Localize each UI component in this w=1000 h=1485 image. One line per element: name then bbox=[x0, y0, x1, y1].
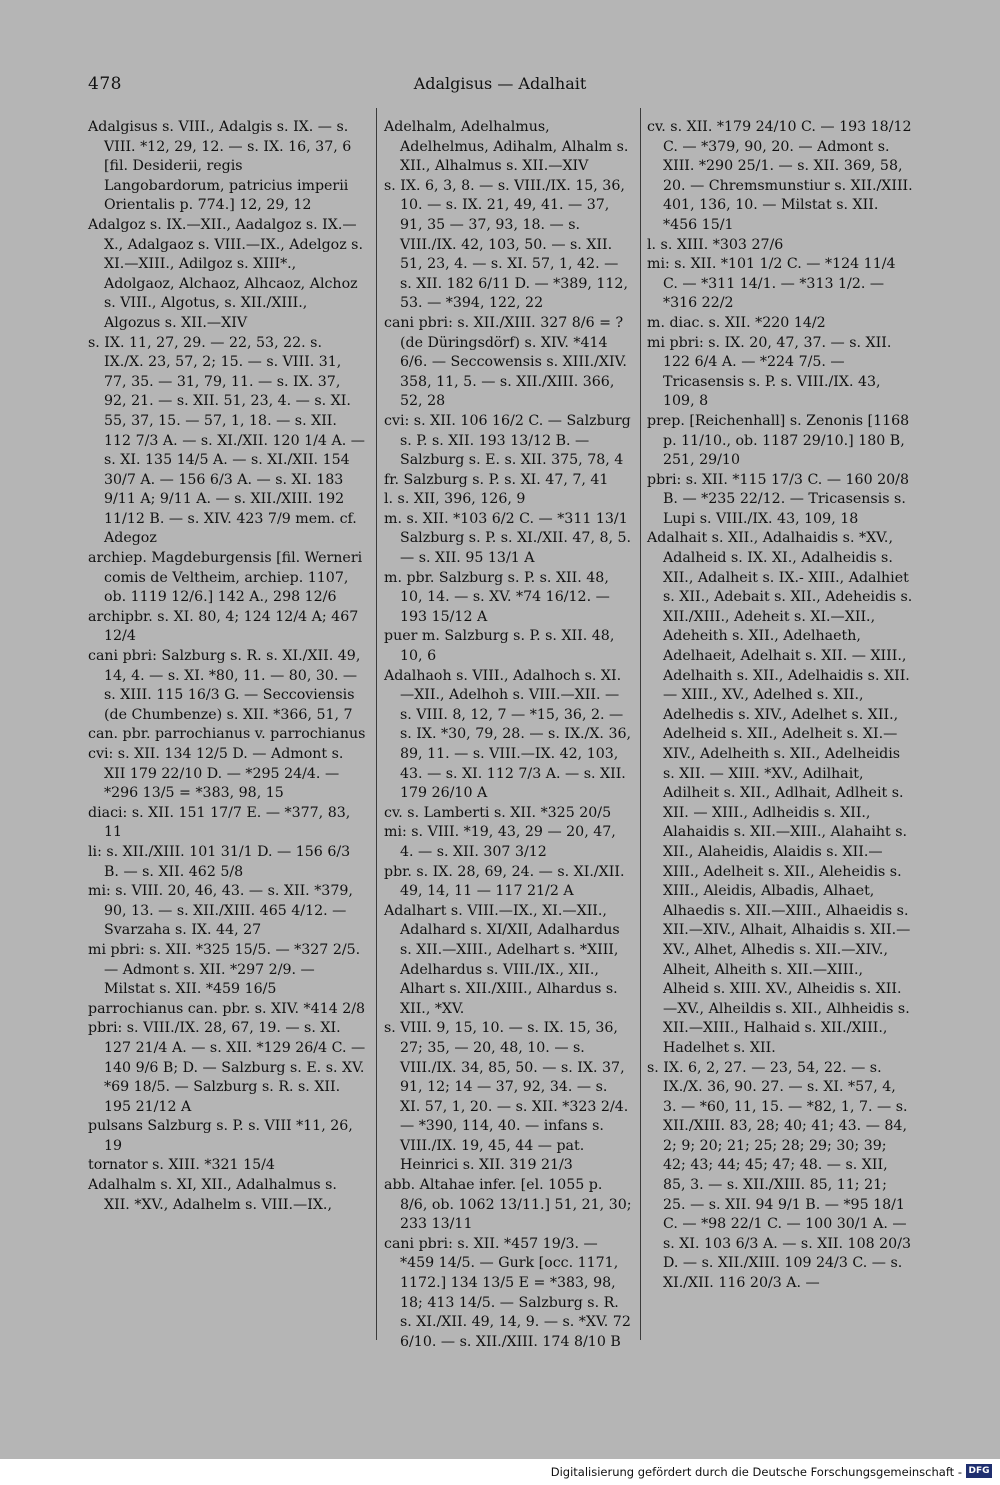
register-entry: Adalhalm s. XI, XII., Adalhalmus s. XII. *XV., Adalhelm s. VIII.—IX., bbox=[88, 1177, 342, 1213]
register-entry: Adalgisus s. VIII., Adalgis s. IX. — s. VIII. *12, 29, 12. — s. IX. 16, 37, 6 [fil. Desiderii, regis Langobardorum, patricius imperii Orientalis p. 774.] 12, 29, 12 bbox=[88, 119, 356, 214]
register-entry: puer m. Salzburg s. P. s. XII. 48, 10, 6 bbox=[384, 628, 619, 665]
register-entry: Adalhart s. VIII.—IX., XI.—XII., Adalhard s. XI/XII, Adalhardus s. XII.—XIII., Adelhart s. *XIII, Adelhardus s. VIII./IX., XII., Alhart s. XII./XIII., Alhardus s. XII., *XV. bbox=[384, 902, 625, 1017]
register-entry: cv. s. XII. *179 24/10 C. — 193 18/12 C. — *379, 90, 20. — Admont s. XIII. *290 25/1. — s. XII. 369, 58, 20. — Chremsmunstiur s. XII./XIII. 401, 136, 10. — Milstat s. XII. *456 15/1 bbox=[647, 119, 918, 233]
register-entry: cani pbri: s. XII. *457 19/3. — *459 14/5. — Gurk [occ. 1171, 1172.] 134 13/5 E = *383, 98, 18; 413 14/5. — Salzburg s. R. s. XI./XII. 49, 14, 9. — s. *XV. 72 6/10. — s. XII./XIII. 174 8/10 B bbox=[384, 1235, 636, 1350]
register-entry: mi pbri: s. IX. 20, 47, 37. — s. XII. 122 6/4 A. — *224 7/5. — Tricasensis s. P. s. VIII./IX. 43, 109, 8 bbox=[647, 334, 896, 410]
register-entry: Adalhaoh s. VIII., Adalhoch s. XI. —XII., Adelhoh s. VIII.—XII. — s. VIII. 8, 12, 7 — *15, 36, 2. — s. IX. *30, 79, 28. — s. IX./X. 36, 89, 11. — s. VIII.—IX. 42, 103, 43. — s. XI. 112 7/3 A. — s. XII. 179 26/10 A bbox=[384, 667, 636, 802]
register-entry: diaci: s. XII. 151 17/7 E. — *377, 83, 11 bbox=[88, 804, 355, 841]
register-entry: mi: s. VIII. *19, 43, 29 — 20, 47, 4. — s. XII. 307 3/12 bbox=[384, 824, 621, 860]
register-entry: s. IX. 6, 3, 8. — s. VIII./IX. 15, 36, 10. — s. IX. 21, 49, 41. — 37, 91, 35 — 37, 93, 18. — s. VIII./IX. 42, 103, 50. — s. XII. 51, 23, 4. — s. XI. 57, 1, 42. — s. XII. 182 6/11 D. — *389, 112, 53. — *394, 122, 22 bbox=[384, 177, 633, 312]
register-entry: cvi: s. XII. 106 16/2 C. — Salzburg s. P. s. XII. 193 13/12 B. — Salzburg s. E. s. XII. 375, 78, 4 bbox=[384, 412, 636, 469]
register-entry: l. s. XIII. *303 27/6 bbox=[647, 236, 784, 253]
register-entry: cvi: s. XII. 134 12/5 D. — Admont s. XII 179 22/10 D. — *295 24/4. — *296 13/5 = *383, 98, 15 bbox=[88, 746, 348, 802]
register-entry: fr. Salzburg s. P. s. XI. 47, 7, 41 bbox=[384, 471, 609, 488]
register-entry: l. s. XII, 396, 126, 9 bbox=[384, 491, 526, 508]
text-column-1 bbox=[88, 118, 370, 1215]
register-entry: cani pbri: Salzburg s. R. s. XI./XII. 49, 14, 4. — s. XI. *80, 11. — 80, 30. — s. XIII. 115 16/3 G. — Seccoviensis (de Chumbenze) s. XII. *366, 51, 7 bbox=[88, 648, 365, 723]
register-entry: abb. Altahae infer. [el. 1055 p. 8/6, ob. 1062 13/11.] 51, 21, 30; 233 13/11 bbox=[384, 1177, 637, 1233]
register-entry: pbri: s. XII. *115 17/3 C. — 160 20/8 B. — *235 22/12. — Tricasensis s. Lupi s. VIII./IX. 43, 109, 18 bbox=[647, 471, 914, 527]
register-entry: mi: s. XII. *101 1/2 C. — *124 11/4 C. — *311 14/1. — *313 1/2. — *316 22/2 bbox=[647, 256, 901, 312]
register-entry: archipbr. s. XI. 80, 4; 124 12/4 A; 467 12/4 bbox=[88, 608, 363, 645]
register-entry: s. IX. 6, 2, 27. — 23, 54, 22. — s. IX./X. 36, 90. 27. — s. XI. *57, 4, 3. — *60, 11, 15. — *82, 1, 7. — s. XII./XIII. 83, 28; 40; 41; 43. — 84, 2; 9; 20; 21; 25; 28; 29; 30; 39; 42; 43; 44; 45; 47; 48. — s. XII, 85, 3. — s. XII./XIII. 85, 11; 21; 25. — s. XII. 94 9/1 B. — *95 18/1 C. — *98 22/1 C. — 100 30/1 A. — s. XI. 103 6/3 A. — s. XII. 108 20/3 D. — s. XII./XIII. 109 24/3 C. — s. XI./XII. 116 20/3 A. — bbox=[647, 1059, 916, 1292]
register-entry: Adalhait s. XII., Adalhaidis s. *XV., Adalheid s. IX. XI., Adalheidis s. XII., Adalheit s. IX.- XIII., Adalhiet s. XII., Adebait s. XII., Adeheidis s. XII./XIII., Adeheit s. XI.—XII., Adeheith s. XII., Adelhaeth, Adelhaeit, Adelhait s. XII. — XIII., Adelhaith s. XII., Adelhaidis s. XII. — XIII., XV., Adelhed s. XII., Adelhedis s. XIV., Adelhet s. XII., Adelheid s. XII., Adelheit s. XI.—XIV., Adelheith s. XII., Adelheidis s. XII. — XIII. *XV., Adilhait, Adilheit s. XII., Adlhait, Adlheit s. XII. — XIII., Adlheidis s. XII., Alahaidis s. XII.—XIII., Alahaiht s. XII., Alaheidis, Alaidis s. XII.—XIII., Adelheit s. XII., Aleheidis s. XIII., Aleidis, Albadis, Alhaet, Alhaedis s. XII.—XIII., Alhaeidis s. XII.—XIV., Alhait, Alhaidis s. XII.—XV., Alhet, Alhedis s. XII.—XIV., Alheit, Alheith s. XII.—XIII., Alheid s. XIII. XV., Alheidis s. XII.—XV., Alheildis s. XII., Alhheidis s. XII.—XIII., Halhaid s. XII./XIII., Hadelhet s. XII. bbox=[647, 530, 917, 1056]
register-entry: prep. [Reichenhall] s. Zenonis [1168 p. 11/10., ob. 1187 29/10.] 180 B, 251, 29/10 bbox=[647, 412, 914, 469]
dfg-logo: DFG bbox=[966, 1464, 992, 1478]
register-entry: li: s. XII./XIII. 101 31/1 D. — 156 6/3 B. — s. XII. 462 5/8 bbox=[88, 843, 355, 880]
register-entry: pbr. s. IX. 28, 69, 24. — s. XI./XII. 49, 14, 11 — 117 21/2 A bbox=[384, 863, 629, 900]
text-column-2 bbox=[384, 118, 637, 1352]
register-entry: pulsans Salzburg s. P. s. VIII *11, 26, 19 bbox=[88, 1118, 358, 1154]
register-entry: m. pbr. Salzburg s. P. s. XII. 48, 10, 14. — s. XV. *74 16/12. — 193 15/12 A bbox=[384, 569, 615, 625]
register-entry: m. s. XII. *103 6/2 C. — *311 13/1 Salzburg s. P. s. XI./XII. 47, 8, 5. — s. XII. 95 13/1 A bbox=[384, 510, 636, 567]
register-entry: archiep. Magdeburgensis [fil. Werneri comis de Veltheim, archiep. 1107, ob. 1119 12/6.] 142 A., 298 12/6 bbox=[88, 550, 367, 606]
register-entry: mi: s. VIII. 20, 46, 43. — s. XII. *379, 90, 13. — s. XII./XIII. 465 4/12. — Svarzaha s. IX. 44, 27 bbox=[88, 883, 358, 939]
register-entry: parrochianus can. pbr. s. XIV. *414 2/8 bbox=[88, 1000, 366, 1017]
footer-bar bbox=[0, 1459, 1000, 1485]
register-entry: Adelhalm, Adelhalmus, Adelhelmus, Adihalm, Alhalm s. XII., Alhalmus s. XII.—XIV bbox=[384, 119, 633, 175]
text-column-3 bbox=[647, 118, 918, 1294]
page-number: 478 bbox=[88, 74, 122, 94]
running-head: Adalgisus — Adalhait bbox=[413, 74, 587, 93]
register-entry: s. IX. 11, 27, 29. — 22, 53, 22. s. IX./X. 23, 57, 2; 15. — s. VIII. 31, 77, 35. — 31, 79, 11. — s. IX. 37, 92, 21. — s. XII. 51, 23, 4. — s. XI. 55, 37, 15. — 57, 1, 18. — s. XII. 112 7/3 A. — s. XI./XII. 120 1/4 A. — s. XI. 135 14/5 A. — s. XI./XII. 154 30/7 A. — 156 6/3 A. — s. XI. 183 9/11 A; 9/11 A. — s. XII./XIII. 192 11/12 B. — s. XIV. 423 7/9 mem. cf. Adegoz bbox=[88, 334, 370, 547]
register-entry: s. VIII. 9, 15, 10. — s. IX. 15, 36, 27; 35, — 20, 48, 10. — s. VIII./IX. 34, 85, 50. — s. IX. 37, 91, 12; 14 — 37, 92, 34. — s. XI. 57, 1, 20. — s. XII. *323 2/4. — *390, 114, 40. — infans s. VIII./IX. 19, 45, 44 — pat. Heinrici s. XII. 319 21/3 bbox=[384, 1020, 633, 1174]
register-entry: pbri: s. VIII./IX. 28, 67, 19. — s. XI. 127 21/4 A. — s. XII. *129 26/4 C. — 140 9/6 B; D. — Salzburg s. E. s. XV. *69 18/5. — Salzburg s. R. s. XII. 195 21/12 A bbox=[88, 1020, 370, 1115]
register-entry: mi pbri: s. XII. *325 15/5. — *327 2/5. — Admont s. XII. *297 2/9. — Milstat s. XII. *459 16/5 bbox=[88, 941, 365, 998]
register-entry: Adalgoz s. IX.—XII., Aadalgoz s. IX.—X., Adalgaoz s. VIII.—IX., Adelgoz s. XI.—XIII., Adilgoz s. XIII*., Adolgaoz, Alchaoz, Alhcaoz, Alchoz s. VIII., Algotus, s. XII./XIII., Algozus s. XII.—XIV bbox=[88, 216, 368, 331]
column-divider bbox=[376, 108, 377, 1340]
register-entry: can. pbr. parrochianus v. parrochianus bbox=[88, 726, 366, 743]
register-entry: m. diac. s. XII. *220 14/2 bbox=[647, 314, 826, 331]
register-entry: cv. s. Lamberti s. XII. *325 20/5 bbox=[384, 804, 612, 821]
digitization-credit: Digitalisierung gefördert durch die Deutsche Forschungsgemeinschaft - bbox=[550, 1465, 962, 1479]
register-entry: tornator s. XIII. *321 15/4 bbox=[88, 1157, 275, 1174]
register-entry: cani pbri: s. XII./XIII. 327 8/6 = ? (de Düringsdörf) s. XIV. *414 6/6. — Seccowensis s. XIII./XIV. 358, 11, 5. — s. XII./XIII. 366, 52, 28 bbox=[384, 314, 632, 410]
column-divider bbox=[640, 108, 641, 1340]
